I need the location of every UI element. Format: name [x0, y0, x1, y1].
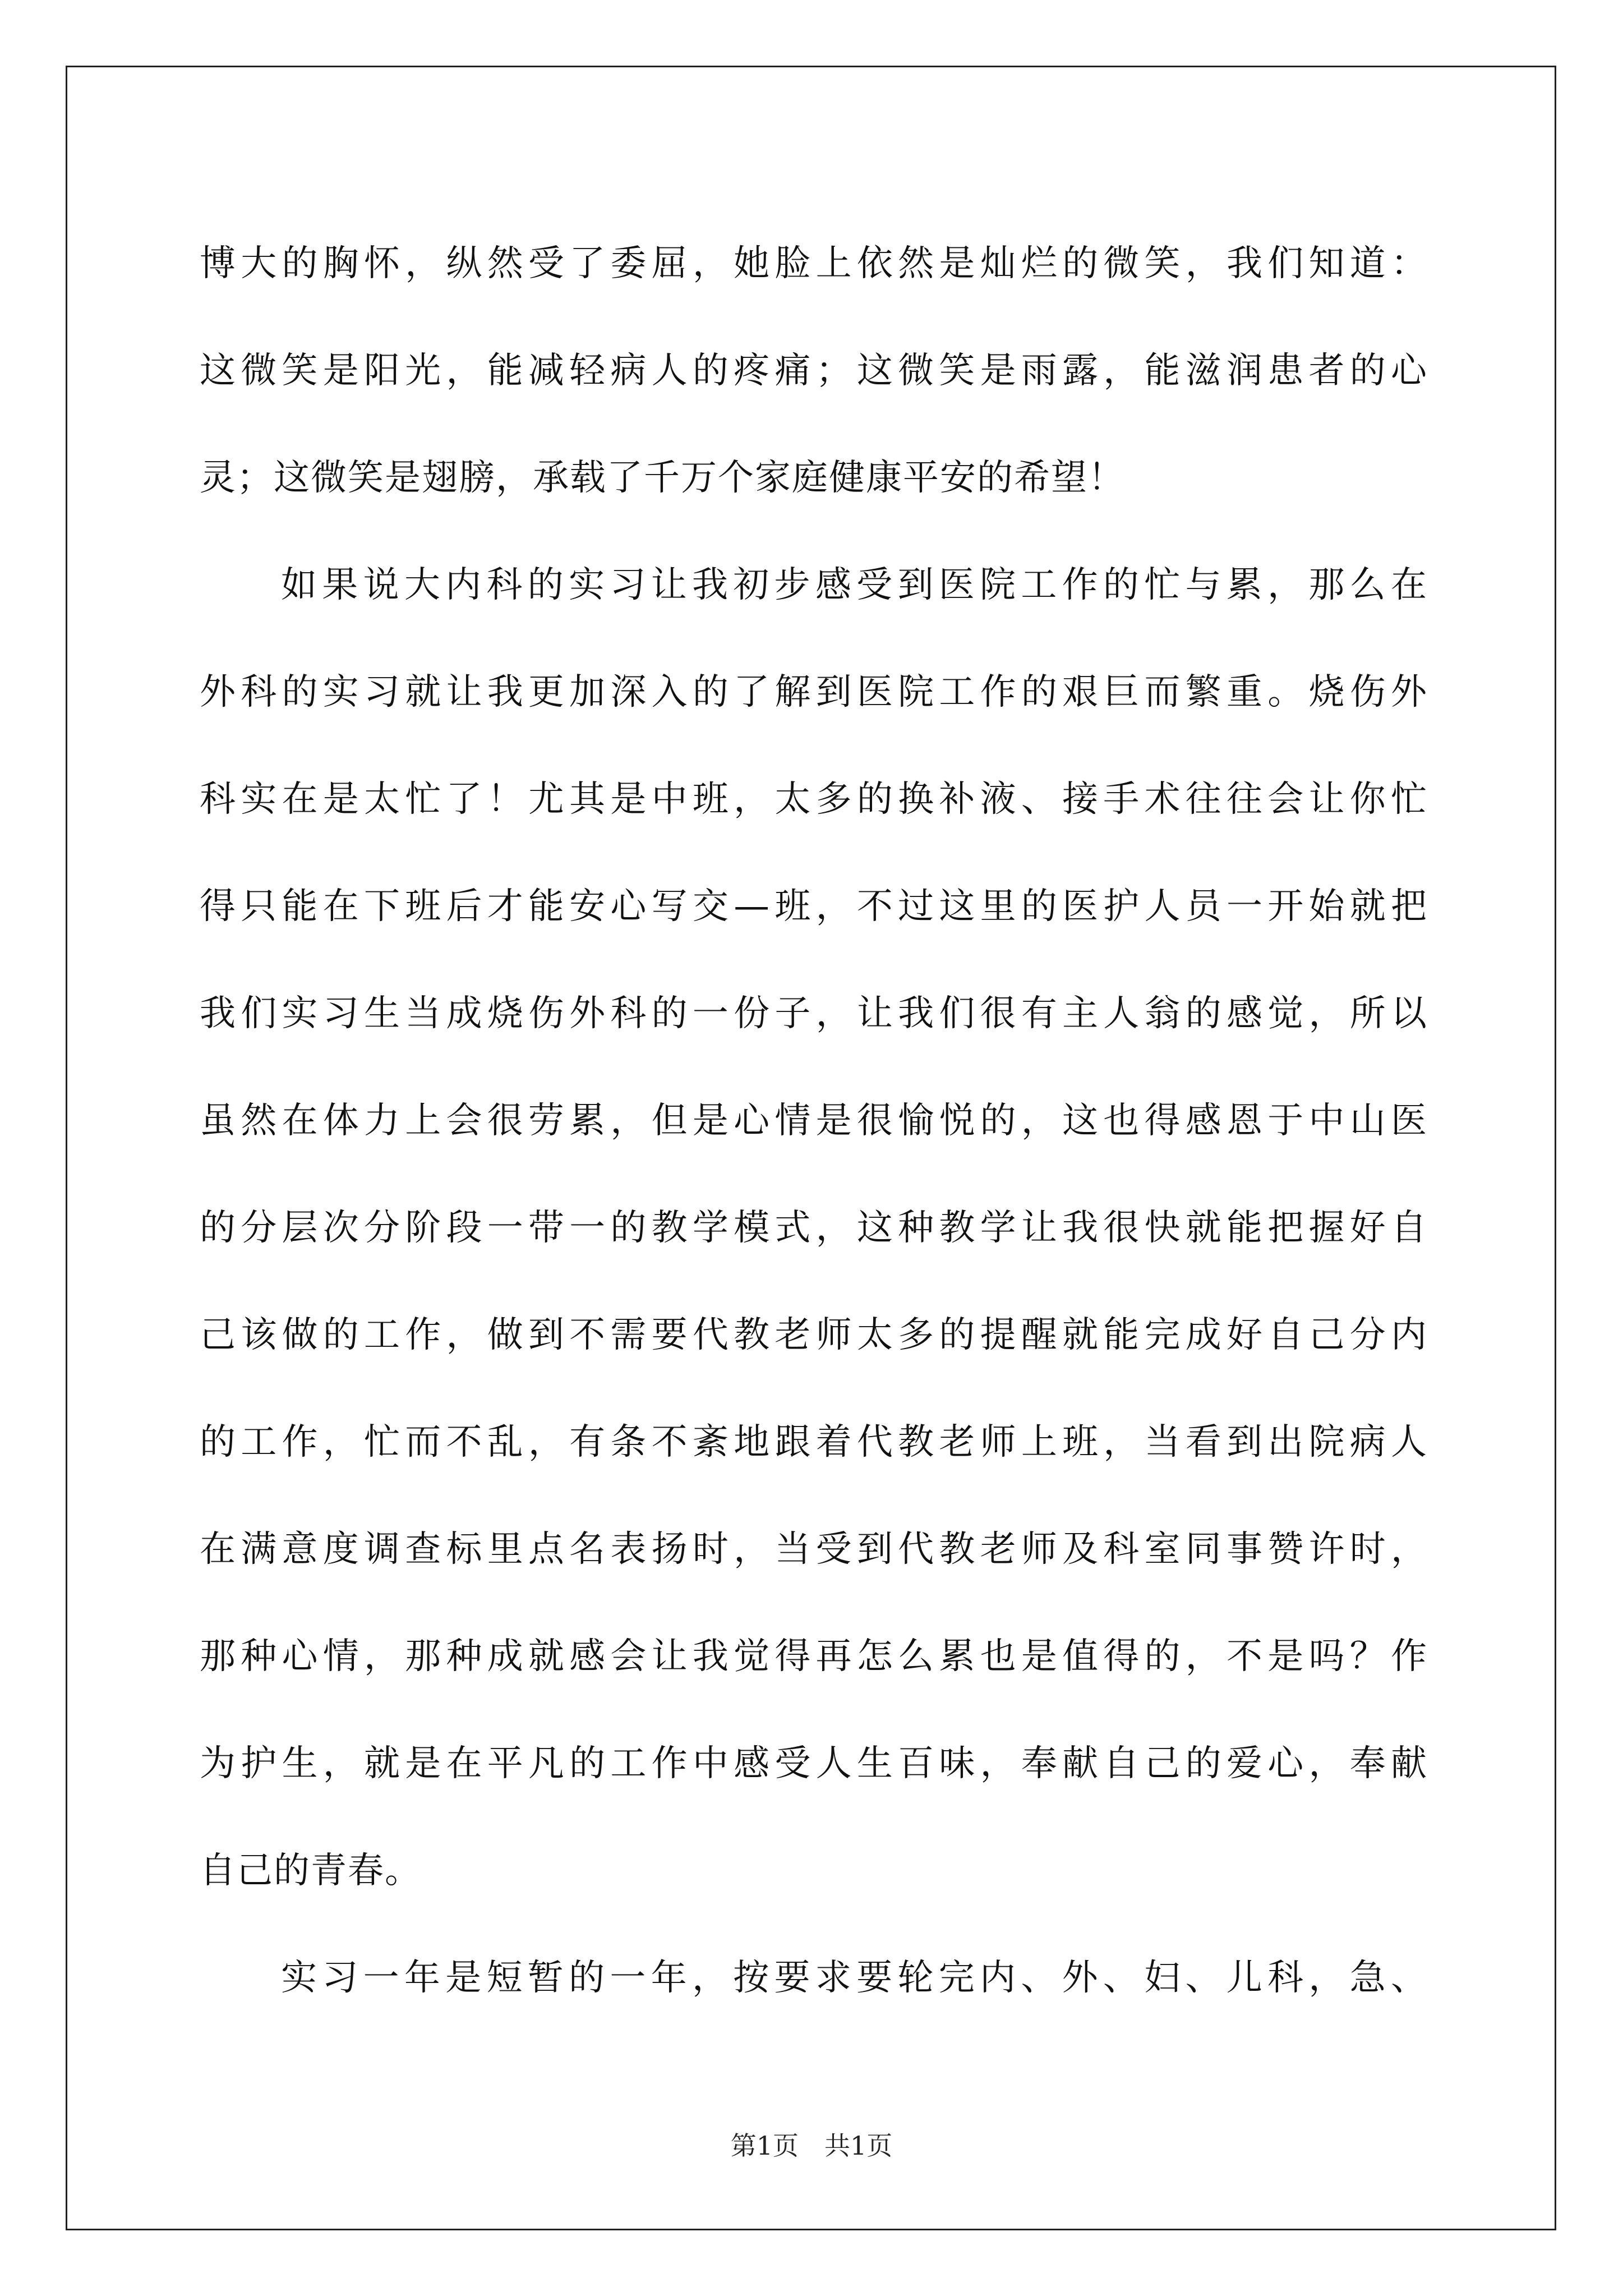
text-line: 外科的实习就让我更加深入的了解到医院工作的艰巨而繁重。烧伤外 [200, 671, 1428, 713]
text-line: 虽然在体力上会很劳累，但是心情是很愉悦的，这也得感恩于中山医 [200, 1100, 1428, 1142]
text-line: 这微笑是阳光，能减轻病人的疼痛；这微笑是雨露，能滋润患者的心 [200, 350, 1428, 392]
text-line: 得只能在下班后才能安心写交—班，不过这里的医护人员一开始就把 [200, 886, 1428, 927]
text-line: 为护生，就是在平凡的工作中感受人生百味，奉献自己的爱心，奉献 [200, 1743, 1428, 1784]
text-line: 科实在是太忙了！尤其是中班，太多的换补液、接手术往往会让你忙 [200, 779, 1428, 820]
text-line: 自己的青春。 [200, 1850, 422, 1892]
text-line: 那种心情，那种成就感会让我觉得再怎么累也是值得的，不是吗？作 [200, 1636, 1428, 1677]
page-number-footer: 第1页 共1页 [730, 2131, 893, 2161]
text-line: 实习一年是短暂的一年，按要求要轮完内、外、妇、儿科，急、 [281, 1957, 1428, 1999]
text-line: 在满意度调查标里点名表扬时，当受到代教老师及科室同事赞许时， [200, 1529, 1428, 1570]
text-line: 我们实习生当成烧伤外科的一份子，让我们很有主人翁的感觉，所以 [200, 993, 1428, 1034]
text-line: 灵；这微笑是翅膀，承载了千万个家庭健康平安的希望！ [200, 457, 1125, 499]
text-line: 博大的胸怀，纵然受了委屈，她脸上依然是灿烂的微笑，我们知道： [200, 243, 1428, 284]
text-line: 的工作，忙而不乱，有条不紊地跟着代教老师上班，当看到出院病人 [200, 1421, 1428, 1463]
text-line: 己该做的工作，做到不需要代教老师太多的提醒就能完成好自己分内 [200, 1314, 1428, 1356]
document-body [200, 210, 1428, 2032]
text-line: 如果说大内科的实习让我初步感受到医院工作的忙与累，那么在 [281, 564, 1428, 606]
text-line: 的分层次分阶段一带一的教学模式，这种教学让我很快就能把握好自 [200, 1207, 1428, 1249]
